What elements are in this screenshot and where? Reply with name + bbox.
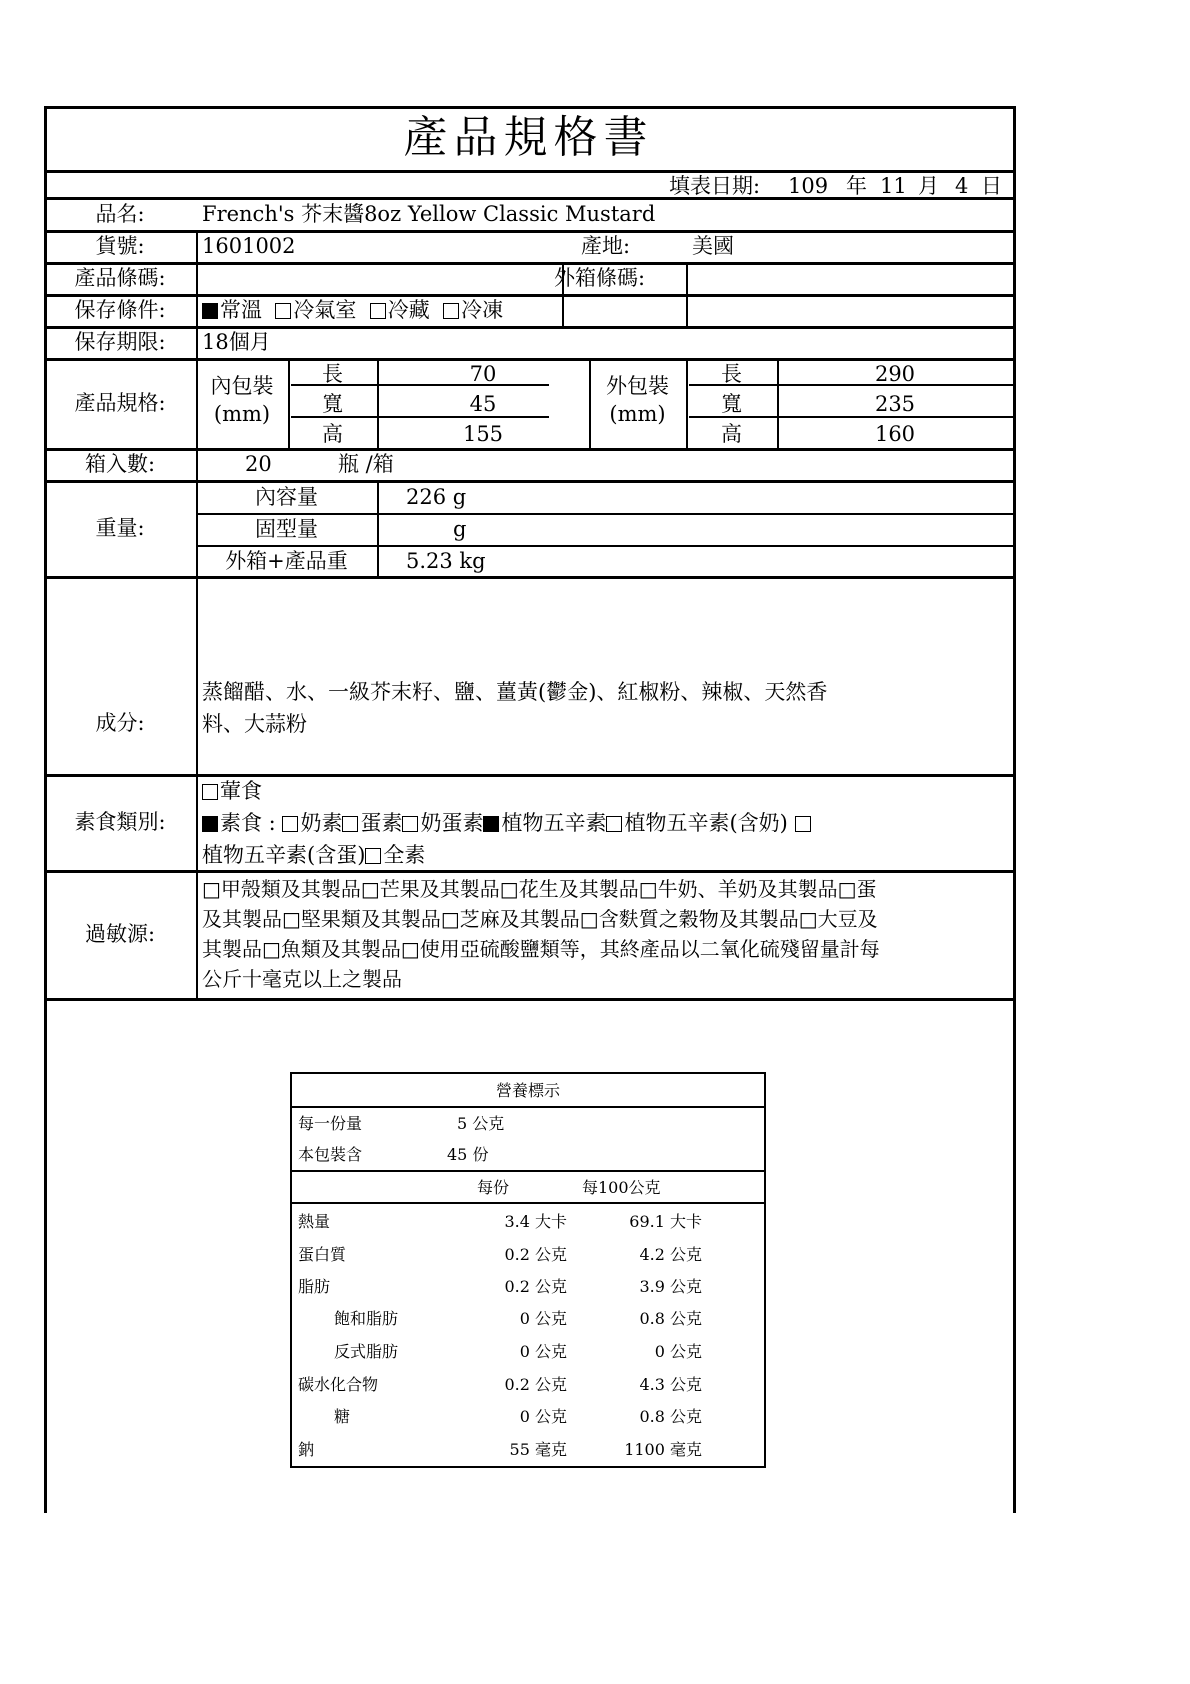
storage-option-frozen[interactable]: 冷凍 bbox=[443, 298, 503, 322]
nutrient-per-serving: 0.2 公克 bbox=[504, 1375, 567, 1394]
checkbox-empty-icon bbox=[365, 848, 381, 864]
nutrient-per-serving: 0.2 公克 bbox=[504, 1245, 567, 1264]
outer-dim-width-name: 寬 bbox=[721, 392, 742, 416]
outer-dim-width-value: 235 bbox=[874, 392, 916, 416]
nutrient-per-serving: 0.2 公克 bbox=[504, 1277, 567, 1296]
ingredients-line-2: 料、大蒜粉 bbox=[202, 712, 307, 736]
weight-gross-name: 外箱+產品重 bbox=[225, 549, 348, 573]
nutrient-per-100g: 0.8 公克 bbox=[639, 1407, 702, 1426]
veg-option-vegan[interactable]: 全素 bbox=[365, 843, 425, 867]
checkbox-empty-icon bbox=[275, 303, 291, 319]
nutrient-name: 碳水化合物 bbox=[298, 1375, 379, 1394]
nutrient-per-100g: 0.8 公克 bbox=[639, 1309, 702, 1328]
item-no-value: 1601002 bbox=[202, 234, 296, 258]
checkbox-empty-icon bbox=[443, 303, 459, 319]
veg-option-plant-five-spice[interactable]: 植物五辛素 bbox=[483, 811, 606, 835]
checkbox-checked-icon[interactable] bbox=[202, 816, 218, 832]
product-barcode-label: 產品條碼: bbox=[74, 266, 166, 290]
checkbox-empty-icon[interactable] bbox=[795, 816, 811, 832]
weight-content-value: 226 g bbox=[406, 485, 467, 509]
inner-dim-height-name: 高 bbox=[322, 422, 343, 446]
inner-pack-label: 內包裝 bbox=[210, 374, 274, 398]
ingredients-line-1: 蒸餾醋、水、一級芥末籽、鹽、薑黃(鬱金)、紅椒粉、辣椒、天然香 bbox=[202, 680, 828, 704]
weight-gross-value: 5.23 kg bbox=[406, 549, 486, 573]
nutrient-name: 蛋白質 bbox=[298, 1245, 347, 1264]
outer-dim-length-value: 290 bbox=[874, 362, 916, 386]
allergens-line-2: 及其製品□堅果類及其製品□芝麻及其製品□含麩質之穀物及其製品□大豆及 bbox=[202, 907, 878, 931]
ingredients-text bbox=[202, 676, 1002, 740]
carton-barcode-label: 外箱條碼: bbox=[554, 266, 646, 290]
fill-date-year: 109 bbox=[788, 174, 829, 198]
servings-per-pack-value: 45 份 bbox=[447, 1145, 489, 1164]
checkbox-checked-icon bbox=[483, 816, 499, 832]
outer-dim-height-value: 160 bbox=[874, 422, 916, 446]
veg-option-egg[interactable]: 蛋素 bbox=[342, 811, 402, 835]
nutrient-per-serving: 0 公克 bbox=[519, 1407, 567, 1426]
shelf-life-label: 保存期限: bbox=[74, 330, 166, 354]
veg-option-milk-egg[interactable]: 奶蛋素 bbox=[402, 811, 483, 835]
shelf-life-value: 18個月 bbox=[202, 330, 271, 354]
inner-dim-height-value: 155 bbox=[462, 422, 504, 446]
inner-dim-width-name: 寬 bbox=[322, 392, 343, 416]
nutrient-per-serving: 0 公克 bbox=[519, 1309, 567, 1328]
nutrient-per-serving: 55 毫克 bbox=[509, 1440, 567, 1459]
checkbox-checked-icon bbox=[202, 303, 218, 319]
checkbox-empty-icon bbox=[402, 816, 418, 832]
fill-date-month: 11 bbox=[880, 174, 907, 198]
nutrient-per-100g: 4.3 公克 bbox=[639, 1375, 702, 1394]
storage-options bbox=[202, 300, 503, 321]
origin-label: 產地: bbox=[581, 234, 631, 258]
nutrient-name: 飽和脂肪 bbox=[334, 1309, 399, 1328]
vegetarian-label: 素食類別: bbox=[74, 810, 166, 834]
case-qty-unit: 瓶 /箱 bbox=[338, 452, 394, 476]
servings-per-pack-label: 本包裝含 bbox=[298, 1145, 363, 1164]
outer-pack-label: 外包裝 bbox=[606, 374, 669, 398]
serving-size-label: 每一份量 bbox=[298, 1114, 363, 1133]
nutrient-per-100g: 3.9 公克 bbox=[639, 1277, 702, 1296]
allergens-label: 過敏源: bbox=[84, 922, 156, 946]
checkbox-empty-icon bbox=[606, 816, 622, 832]
nutrient-name: 糖 bbox=[334, 1407, 351, 1426]
item-no-label: 貨號: bbox=[95, 234, 145, 258]
nutrient-name: 反式脂肪 bbox=[334, 1342, 399, 1361]
storage-label: 保存條件: bbox=[74, 298, 166, 322]
vegetarian-options: 葷食 素食 : 奶素 蛋素 奶蛋素 植物五辛素 植物五辛素(含奶) 植物五辛素(含蛋) 全素 bbox=[202, 775, 1007, 871]
veg-option-milk[interactable]: 奶素 bbox=[282, 811, 342, 835]
allergens-line-4: 公斤十毫克以上之製品 bbox=[202, 967, 402, 991]
nutrient-per-100g: 0 公克 bbox=[654, 1342, 702, 1361]
col-per-serving: 每份 bbox=[477, 1178, 510, 1197]
nutrient-per-serving: 0 公克 bbox=[519, 1342, 567, 1361]
outer-dim-height-name: 高 bbox=[721, 422, 742, 446]
checkbox-empty-icon bbox=[282, 816, 298, 832]
page-title: 產品規格書 bbox=[403, 112, 654, 163]
weight-solid-name: 固型量 bbox=[255, 517, 318, 541]
allergens-line-1: □甲殼類及其製品□芒果及其製品□花生及其製品□牛奶、羊奶及其製品□蛋 bbox=[202, 877, 877, 901]
checkbox-empty-icon bbox=[370, 303, 386, 319]
weight-content-name: 內容量 bbox=[255, 485, 318, 509]
inner-pack-unit: (mm) bbox=[213, 402, 271, 426]
allergens-text bbox=[202, 874, 1010, 994]
product-name-value: French's 芥末醬8oz Yellow Classic Mustard bbox=[202, 202, 656, 226]
fill-date-day: 4 bbox=[955, 174, 969, 198]
col-per-100g: 每100公克 bbox=[582, 1178, 661, 1197]
inner-dim-width-value: 45 bbox=[469, 392, 497, 416]
storage-option-ambient[interactable]: 常溫 bbox=[202, 298, 262, 322]
checkbox-empty-icon bbox=[202, 784, 218, 800]
spec-sheet bbox=[44, 106, 1014, 1514]
nutrition-label bbox=[290, 1072, 766, 1468]
nutrient-name: 鈉 bbox=[298, 1440, 315, 1459]
veg-option-meat[interactable]: 葷食 bbox=[202, 779, 262, 803]
nutrient-per-serving: 3.4 大卡 bbox=[504, 1212, 567, 1231]
veg-option-plant-five-spice-egg[interactable]: 植物五辛素(含蛋) bbox=[202, 843, 366, 867]
nutrient-name: 熱量 bbox=[298, 1212, 331, 1231]
weight-label: 重量: bbox=[95, 516, 145, 540]
nutrient-per-100g: 4.2 公克 bbox=[639, 1245, 702, 1264]
checkbox-empty-icon bbox=[342, 816, 358, 832]
product-name-label: 品名: bbox=[95, 202, 145, 226]
nutrient-name: 脂肪 bbox=[298, 1277, 331, 1296]
serving-size-value: 5 公克 bbox=[457, 1114, 505, 1133]
fill-date-day-unit: 日 bbox=[981, 174, 1002, 198]
case-qty-label: 箱入數: bbox=[84, 452, 156, 476]
case-qty-value: 20 bbox=[245, 452, 272, 476]
veg-option-plant-five-spice-milk[interactable]: 植物五辛素(含奶) bbox=[606, 811, 787, 835]
fill-date-year-unit: 年 bbox=[846, 174, 867, 198]
storage-option-chilled[interactable]: 冷藏 bbox=[370, 298, 430, 322]
fill-date-month-unit: 月 bbox=[918, 174, 939, 198]
nutrient-per-100g: 69.1 大卡 bbox=[629, 1212, 702, 1231]
allergens-line-3: 其製品□魚類及其製品□使用亞硫酸鹽類等，其終產品以二氧化硫殘留量計每 bbox=[202, 937, 880, 961]
inner-dim-length-value: 70 bbox=[469, 362, 497, 386]
weight-solid-value: g bbox=[453, 517, 467, 541]
fill-date-label: 填表日期: bbox=[669, 174, 761, 198]
outer-dim-length-name: 長 bbox=[721, 362, 742, 386]
nutrient-per-100g: 1100 毫克 bbox=[624, 1440, 702, 1459]
outer-pack-unit: (mm) bbox=[609, 402, 666, 426]
nutrition-title: 營養標示 bbox=[495, 1081, 560, 1100]
origin-value: 美國 bbox=[692, 234, 734, 258]
storage-option-aircon[interactable]: 冷氣室 bbox=[275, 298, 356, 322]
spec-label: 產品規格: bbox=[74, 391, 166, 415]
inner-dim-length-name: 長 bbox=[322, 362, 343, 386]
ingredients-label: 成分: bbox=[95, 711, 145, 735]
